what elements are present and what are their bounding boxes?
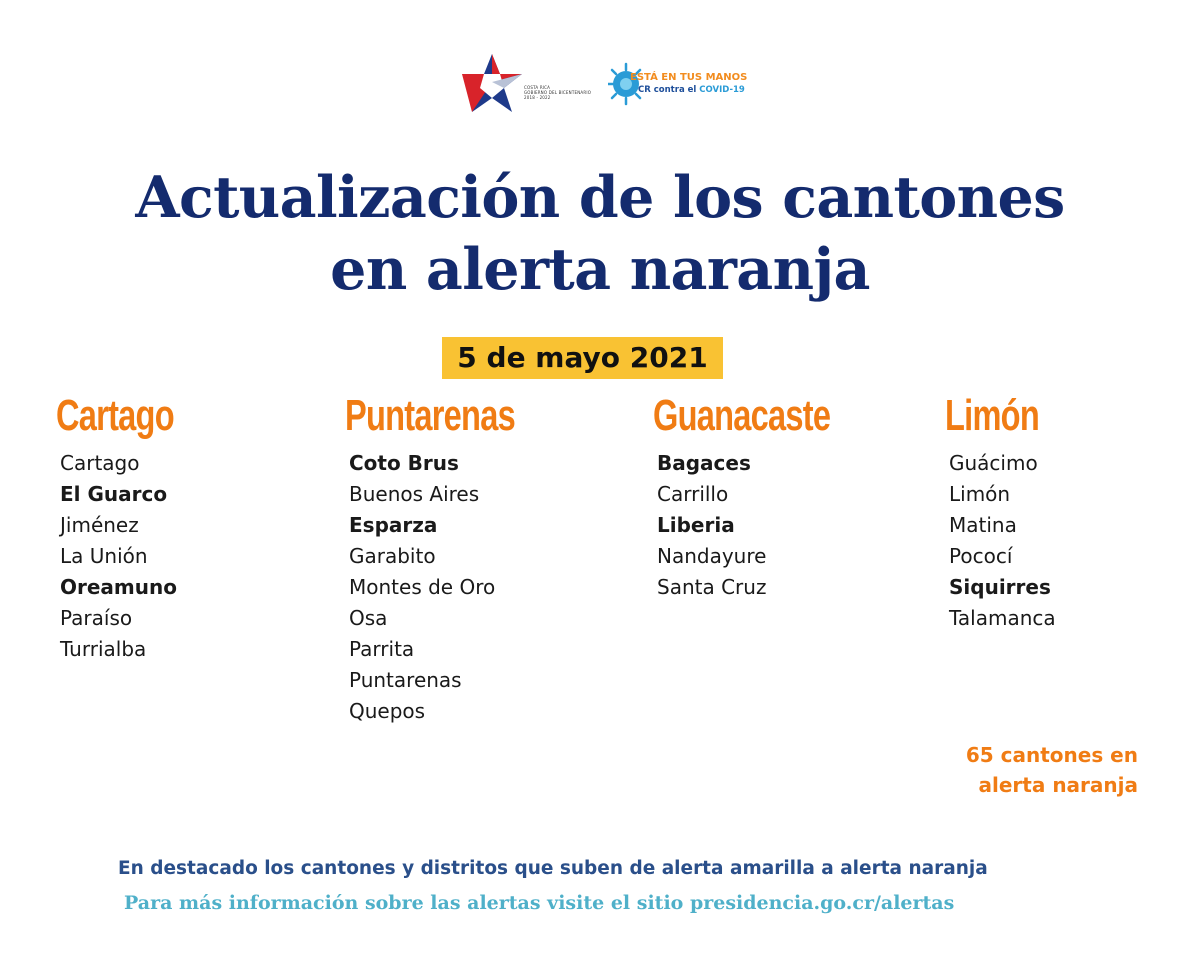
canton-item-highlighted: Coto Brus — [349, 451, 459, 475]
title-line-1: Actualización de los cantones — [135, 164, 1065, 231]
highlight-note: En destacado los cantones y distritos que suben de alerta amarilla a alerta naranja — [118, 858, 988, 879]
canton-item: Santa Cruz — [657, 575, 767, 599]
canton-item-highlighted: El Guarco — [60, 482, 168, 506]
canton-item: Osa — [349, 606, 388, 630]
summary-line-2: alerta naranja — [978, 773, 1138, 797]
canton-item: Parrita — [349, 637, 415, 661]
campaign-cr: CR — [638, 85, 651, 95]
canton-item: Montes de Oro — [349, 575, 496, 599]
canton-item: Limón — [949, 482, 1011, 506]
campaign-subtitle — [638, 85, 745, 95]
province-title: Limón — [945, 391, 1039, 440]
campaign-covid: COVID-19 — [699, 85, 745, 95]
province-title: Cartago — [56, 391, 174, 440]
government-caption — [524, 85, 591, 100]
title-line-2: en alerta naranja — [330, 236, 870, 303]
canton-item: Pococí — [949, 544, 1013, 568]
province-column-cartago — [56, 390, 340, 665]
canton-item: Paraíso — [60, 606, 133, 630]
star-emblem-icon — [460, 52, 524, 116]
province-column-puntarenas — [345, 390, 629, 727]
canton-item: Nandayure — [657, 544, 767, 568]
costa-rica-government-logo — [460, 52, 600, 116]
info-note: Para más información sobre las alertas visite el sitio presidencia.go.cr/alertas — [124, 892, 955, 914]
covid-campaign-logo — [608, 58, 758, 114]
province-column-limon — [945, 390, 1179, 634]
canton-item: Quepos — [349, 699, 426, 723]
canton-item: Cartago — [60, 451, 140, 475]
canton-item: Carrillo — [657, 482, 729, 506]
canton-list — [60, 448, 340, 665]
canton-item: Buenos Aires — [349, 482, 480, 506]
canton-item: Jiménez — [60, 513, 139, 537]
province-title: Puntarenas — [345, 391, 515, 440]
gov-caption-line: 2018 - 2022 — [524, 95, 551, 100]
canton-item-highlighted: Siquirres — [949, 575, 1051, 599]
province-column-guanacaste — [653, 390, 937, 603]
canton-item-highlighted: Oreamuno — [60, 575, 177, 599]
canton-list — [349, 448, 629, 727]
canton-item-highlighted: Liberia — [657, 513, 735, 537]
canton-item: Talamanca — [949, 606, 1056, 630]
date-badge: 5 de mayo 2021 — [442, 337, 723, 379]
virus-icon — [608, 58, 648, 108]
canton-item-highlighted: Esparza — [349, 513, 438, 537]
canton-item: Guácimo — [949, 451, 1038, 475]
logo-bar — [0, 52, 1200, 122]
canton-item: La Unión — [60, 544, 148, 568]
total-summary — [966, 740, 1138, 800]
campaign-slogan: ESTÁ EN TUS MANOS — [630, 72, 748, 83]
canton-list — [657, 448, 937, 603]
summary-line-1: 65 cantones en — [965, 743, 1138, 767]
campaign-contra: contra el — [650, 85, 700, 95]
canton-item-highlighted: Bagaces — [657, 451, 751, 475]
page-title — [40, 162, 1160, 306]
province-title: Guanacaste — [653, 391, 831, 440]
gov-caption-line: COSTA RICA — [524, 85, 551, 90]
gov-caption-line: GOBIERNO DEL BICENTENARIO — [524, 90, 592, 95]
canton-item: Puntarenas — [349, 668, 462, 692]
canton-item: Turrialba — [60, 637, 147, 661]
canton-list — [949, 448, 1179, 634]
canton-item: Garabito — [349, 544, 436, 568]
canton-item: Matina — [949, 513, 1017, 537]
